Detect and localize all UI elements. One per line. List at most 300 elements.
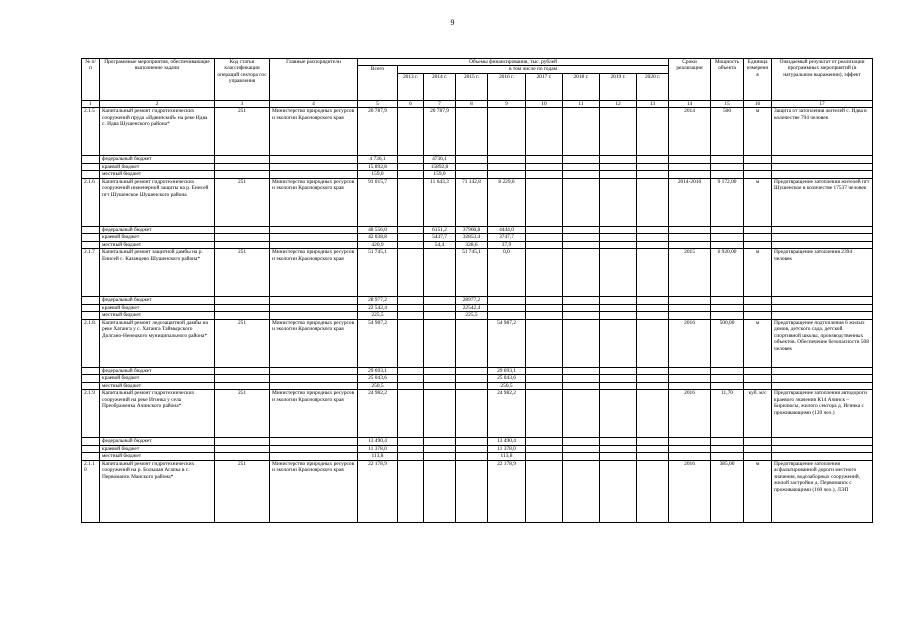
manager [270, 304, 358, 311]
object-capacity [711, 453, 744, 460]
amount-2017 [526, 367, 563, 374]
manager [270, 312, 358, 319]
amount-2020 [637, 445, 669, 452]
object-capacity [711, 312, 744, 319]
amount-2016 [488, 156, 526, 163]
measure-unit [744, 226, 772, 233]
object-capacity [711, 304, 744, 311]
table-row [82, 171, 873, 178]
program-name: краевой бюджет [100, 304, 215, 311]
table-row [82, 367, 873, 374]
implementation-period [669, 445, 711, 452]
row-number [82, 234, 100, 241]
object-capacity [711, 382, 744, 389]
row-number [82, 367, 100, 374]
measure-unit: м [744, 319, 772, 367]
header-no: № п/п [82, 59, 100, 101]
header-unit: Единица измерения [744, 59, 772, 101]
total-amount: 250,5 [358, 382, 398, 389]
program-name: федеральный бюджет [100, 156, 215, 163]
column-number: 5 [358, 100, 398, 107]
table-row [82, 375, 873, 382]
expected-result: Предотвращение затопления асфальтированной дороги местного значения, водозаборных сооружений, жилой застройки д. Первоманск с проживающими (160 чел.), ЛЭП [772, 460, 873, 522]
measure-unit: м [744, 460, 772, 522]
classification-code: 251 [215, 249, 270, 297]
header-year: 2016 г. [488, 73, 526, 100]
program-name: местный бюджет [100, 312, 215, 319]
column-number: 7 [424, 100, 456, 107]
amount-2014 [424, 453, 456, 460]
program-name: федеральный бюджет [100, 438, 215, 445]
amount-2016: 4444,0 [488, 226, 526, 233]
amount-2015 [456, 375, 488, 382]
amount-2014: 20 787,9 [424, 108, 456, 156]
total-amount: 91 015,7 [358, 178, 398, 226]
amount-2020 [637, 241, 669, 248]
amount-2014 [424, 438, 456, 445]
expected-result [772, 163, 873, 170]
header-program: Программные мероприятия, обеспечивающие выполнение задачи [100, 59, 215, 101]
manager [270, 171, 358, 178]
program-name: Капитальный ремонт ледозащитной дамбы на реке Хатанга у с. Хатанга Таймырского Долгано-Ненецкого муниципального района* [100, 319, 215, 367]
amount-2016: 113,8 [488, 453, 526, 460]
row-number [82, 382, 100, 389]
amount-2014 [424, 249, 456, 297]
row-number [82, 445, 100, 452]
amount-2016: 3747,7 [488, 234, 526, 241]
total-amount: 159,0 [358, 171, 398, 178]
amount-2015 [456, 367, 488, 374]
amount-2018 [563, 234, 600, 241]
manager: Министерство природных ресурсов и экологии Красноярского края [270, 319, 358, 367]
amount-2014 [424, 312, 456, 319]
classification-code [215, 382, 270, 389]
table-row [82, 319, 873, 367]
header-year: 2019 г. [600, 73, 637, 100]
amount-2015 [456, 108, 488, 156]
classification-code: 251 [215, 390, 270, 438]
program-name: местный бюджет [100, 382, 215, 389]
implementation-period: 2014 [669, 108, 711, 156]
amount-2017 [526, 171, 563, 178]
amount-2020 [637, 297, 669, 304]
table-row [82, 297, 873, 304]
implementation-period [669, 382, 711, 389]
amount-2020 [637, 367, 669, 374]
row-number: 2.1.5 [82, 108, 100, 156]
amount-2013 [398, 460, 424, 522]
table-row [82, 249, 873, 297]
amount-2018 [563, 390, 600, 438]
amount-2020 [637, 375, 669, 382]
amount-2013 [398, 390, 424, 438]
amount-2013 [398, 319, 424, 367]
table-row [82, 312, 873, 319]
implementation-period [669, 171, 711, 178]
measure-unit [744, 375, 772, 382]
amount-2016 [488, 171, 526, 178]
amount-2013 [398, 249, 424, 297]
classification-code: 251 [215, 460, 270, 522]
amount-2013 [398, 382, 424, 389]
amount-2016: 25 043,6 [488, 375, 526, 382]
amount-2016: 22 178,9 [488, 460, 526, 522]
object-capacity [711, 234, 744, 241]
amount-2015: 51 745,1 [456, 249, 488, 297]
manager [270, 367, 358, 374]
table-row [82, 234, 873, 241]
total-amount: 25 043,6 [358, 375, 398, 382]
table-row [82, 453, 873, 460]
amount-2019 [600, 445, 637, 452]
amount-2013 [398, 304, 424, 311]
table-row [82, 382, 873, 389]
amount-2017 [526, 226, 563, 233]
implementation-period: 2016 [669, 460, 711, 522]
amount-2013 [398, 375, 424, 382]
row-number [82, 171, 100, 178]
amount-2018 [563, 304, 600, 311]
row-number: 2.1.8. [82, 319, 100, 367]
amount-2019 [600, 375, 637, 382]
page-number: 9 [450, 18, 455, 27]
total-amount: 11 378,0 [358, 445, 398, 452]
amount-2020 [637, 108, 669, 156]
header-year: 2013 г. [398, 73, 424, 100]
amount-2020 [637, 304, 669, 311]
amount-2015: 71 142,8 [456, 178, 488, 226]
classification-code: 251 [215, 108, 270, 156]
table-row [82, 226, 873, 233]
measure-unit [744, 163, 772, 170]
amount-2015 [456, 156, 488, 163]
classification-code [215, 241, 270, 248]
amount-2020 [637, 156, 669, 163]
classification-code [215, 171, 270, 178]
row-number [82, 438, 100, 445]
total-amount: 29 693,1 [358, 367, 398, 374]
expected-result [772, 241, 873, 248]
amount-2020 [637, 438, 669, 445]
measure-unit [744, 312, 772, 319]
amount-2017 [526, 234, 563, 241]
header-code: Код статьи классификации операций сектора гос управления [215, 59, 270, 101]
program-name: федеральный бюджет [100, 297, 215, 304]
header-year: 2017 г. [526, 73, 563, 100]
table-row [82, 304, 873, 311]
amount-2016 [488, 297, 526, 304]
amount-2017 [526, 445, 563, 452]
amount-2016 [488, 163, 526, 170]
implementation-period [669, 241, 711, 248]
amount-2019 [600, 178, 637, 226]
column-number: 1 [82, 100, 100, 107]
expected-result: Предотвращение затопления 2394 человек [772, 249, 873, 297]
amount-2019 [600, 226, 637, 233]
expected-result [772, 382, 873, 389]
program-name: Капитальный ремонт гидротехнических сооружений на р. Большая Агапка в с. Первоманск Манского района* [100, 460, 215, 522]
measure-unit: м [744, 178, 772, 226]
table-row [82, 438, 873, 445]
funding-table-wrapper [81, 58, 872, 523]
amount-2015: 28977,2 [456, 297, 488, 304]
manager [270, 234, 358, 241]
amount-2020 [637, 178, 669, 226]
row-number [82, 156, 100, 163]
amount-2013 [398, 171, 424, 178]
amount-2019 [600, 156, 637, 163]
amount-2015 [456, 319, 488, 367]
program-name: Капитальный ремонт гидротехнических сооружений инженерной защиты на р. Енисей пгт Шушенское Шушенского района [100, 178, 215, 226]
program-name: местный бюджет [100, 171, 215, 178]
header-year: 2018 г. [563, 73, 600, 100]
amount-2016: 8 229,6 [488, 178, 526, 226]
expected-result [772, 297, 873, 304]
amount-2015: 37960,8 [456, 226, 488, 233]
classification-code [215, 156, 270, 163]
expected-result [772, 304, 873, 311]
implementation-period [669, 438, 711, 445]
amount-2015: 225,5 [456, 312, 488, 319]
header-result: Ожидаемый результат от реализации программных мероприятий (в натуральном выражении), эффект [772, 59, 873, 101]
amount-2015 [456, 171, 488, 178]
amount-2017 [526, 312, 563, 319]
amount-2015 [456, 382, 488, 389]
amount-2018 [563, 319, 600, 367]
total-amount: 15 892,8 [358, 163, 398, 170]
total-amount: 42 038,8 [358, 234, 398, 241]
amount-2020 [637, 171, 669, 178]
measure-unit [744, 234, 772, 241]
table-body [82, 108, 873, 522]
classification-code [215, 234, 270, 241]
column-number: 3 [215, 100, 270, 107]
amount-2020 [637, 234, 669, 241]
amount-2017 [526, 241, 563, 248]
amount-2015: 328,6 [456, 241, 488, 248]
manager: Министерство природных ресурсов и экологии Красноярского края [270, 460, 358, 522]
program-name: Капитальный ремонт защитной дамбы на р. Енисей с. Казанцево Шушенского района* [100, 249, 215, 297]
row-number [82, 304, 100, 311]
amount-2016: 11 378,0 [488, 445, 526, 452]
amount-2017 [526, 108, 563, 156]
amount-2018 [563, 178, 600, 226]
amount-2017 [526, 297, 563, 304]
column-number: 2 [100, 100, 215, 107]
object-capacity [711, 438, 744, 445]
object-capacity: 11,70 [711, 390, 744, 438]
amount-2019 [600, 390, 637, 438]
expected-result [772, 171, 873, 178]
amount-2015: 32853,4 [456, 234, 488, 241]
amount-2020 [637, 226, 669, 233]
amount-2013 [398, 438, 424, 445]
table-row [82, 178, 873, 226]
amount-2019 [600, 438, 637, 445]
row-number: 2.1.10 [82, 460, 100, 522]
amount-2013 [398, 367, 424, 374]
row-number [82, 375, 100, 382]
total-amount: 420,9 [358, 241, 398, 248]
amount-2018 [563, 438, 600, 445]
amount-2019 [600, 163, 637, 170]
amount-2018 [563, 382, 600, 389]
amount-2020 [637, 312, 669, 319]
implementation-period [669, 163, 711, 170]
amount-2016 [488, 108, 526, 156]
row-number: 2.1.9 [82, 390, 100, 438]
implementation-period: 2016 [669, 319, 711, 367]
amount-2017 [526, 382, 563, 389]
object-capacity: 385,00 [711, 460, 744, 522]
amount-2017 [526, 460, 563, 522]
manager [270, 163, 358, 170]
amount-2019 [600, 108, 637, 156]
implementation-period [669, 304, 711, 311]
manager [270, 297, 358, 304]
amount-2018 [563, 241, 600, 248]
amount-2014: 4736,1 [424, 156, 456, 163]
amount-2013 [398, 178, 424, 226]
column-number: 14 [669, 100, 711, 107]
amount-2018 [563, 312, 600, 319]
implementation-period [669, 367, 711, 374]
row-number: 2.1.7 [82, 249, 100, 297]
measure-unit [744, 367, 772, 374]
row-number [82, 312, 100, 319]
amount-2013 [398, 297, 424, 304]
amount-2014 [424, 460, 456, 522]
object-capacity [711, 163, 744, 170]
program-name: Капитальный ремонт гидротехнических сооружений пруда «Идвинский» на реке Идва с. Идва Шушенского района* [100, 108, 215, 156]
object-capacity [711, 445, 744, 452]
expected-result [772, 445, 873, 452]
program-name: федеральный бюджет [100, 226, 215, 233]
manager: Министерство природных ресурсов и экологии Красноярского края [270, 108, 358, 156]
amount-2015 [456, 438, 488, 445]
amount-2015 [456, 453, 488, 460]
amount-2020 [637, 460, 669, 522]
implementation-period [669, 234, 711, 241]
classification-code [215, 367, 270, 374]
amount-2019 [600, 304, 637, 311]
amount-2020 [637, 382, 669, 389]
column-number: 12 [600, 100, 637, 107]
amount-2013 [398, 234, 424, 241]
total-amount: 13 490,4 [358, 438, 398, 445]
classification-code [215, 226, 270, 233]
total-amount: 20 787,9 [358, 108, 398, 156]
amount-2017 [526, 375, 563, 382]
header-capacity: Мощность объекта [711, 59, 744, 101]
amount-2016: 0,0 [488, 249, 526, 297]
amount-2017 [526, 438, 563, 445]
table-row [82, 460, 873, 522]
amount-2018 [563, 445, 600, 452]
program-name: Капитальный ремонт гидротехнических сооружений на реке Игинка у села Преображенка Ачинского района* [100, 390, 215, 438]
amount-2019 [600, 460, 637, 522]
object-capacity [711, 367, 744, 374]
amount-2019 [600, 382, 637, 389]
object-capacity [711, 171, 744, 178]
funding-table [81, 58, 873, 523]
manager [270, 382, 358, 389]
amount-2017 [526, 249, 563, 297]
table-row [82, 390, 873, 438]
amount-2017 [526, 156, 563, 163]
object-capacity [711, 241, 744, 248]
manager [270, 453, 358, 460]
implementation-period [669, 375, 711, 382]
amount-2019 [600, 249, 637, 297]
amount-2014 [424, 367, 456, 374]
amount-2014 [424, 375, 456, 382]
manager: Министерство природных ресурсов и экологии Красноярского края [270, 178, 358, 226]
amount-2016: 13 490,4 [488, 438, 526, 445]
measure-unit [744, 304, 772, 311]
amount-2016 [488, 304, 526, 311]
total-amount: 225,5 [358, 312, 398, 319]
amount-2013 [398, 445, 424, 452]
amount-2014 [424, 390, 456, 438]
header-including: в том числе по годам [398, 66, 669, 73]
amount-2019 [600, 297, 637, 304]
total-amount: 22 178,9 [358, 460, 398, 522]
amount-2016: 24 982,2 [488, 390, 526, 438]
program-name: краевой бюджет [100, 445, 215, 452]
total-amount: 24 982,2 [358, 390, 398, 438]
classification-code [215, 375, 270, 382]
measure-unit [744, 297, 772, 304]
measure-unit: куб. м/с [744, 390, 772, 438]
measure-unit [744, 453, 772, 460]
amount-2017 [526, 390, 563, 438]
row-number [82, 241, 100, 248]
amount-2017 [526, 304, 563, 311]
amount-2016: 54 987,2 [488, 319, 526, 367]
classification-code [215, 445, 270, 452]
measure-unit [744, 171, 772, 178]
expected-result [772, 367, 873, 374]
object-capacity [711, 375, 744, 382]
column-number: 13 [637, 100, 669, 107]
amount-2018 [563, 367, 600, 374]
expected-result [772, 226, 873, 233]
object-capacity: 500 [711, 108, 744, 156]
amount-2018 [563, 156, 600, 163]
expected-result: Предотвращение затопления жителей пгт Шушенское в количестве 17537 человек [772, 178, 873, 226]
classification-code [215, 297, 270, 304]
amount-2018 [563, 226, 600, 233]
column-number: 9 [488, 100, 526, 107]
program-name: краевой бюджет [100, 163, 215, 170]
amount-2016: 37,9 [488, 241, 526, 248]
expected-result: Предотвращение затопления автодороги краевого значения К14 Ачинск – Бирилюсы, жилого сектора д. Игинка с проживающими (120 чел.) [772, 390, 873, 438]
amount-2013 [398, 108, 424, 156]
amount-2014 [424, 319, 456, 367]
amount-2018 [563, 375, 600, 382]
amount-2013 [398, 163, 424, 170]
amount-2013 [398, 241, 424, 248]
header-year: 2015 г. [456, 73, 488, 100]
amount-2019 [600, 312, 637, 319]
total-amount: 113,8 [358, 453, 398, 460]
row-number: 2.1.6 [82, 178, 100, 226]
amount-2015: 22542,4 [456, 304, 488, 311]
header-year: 2014 г. [424, 73, 456, 100]
program-name: краевой бюджет [100, 375, 215, 382]
table-row [82, 156, 873, 163]
